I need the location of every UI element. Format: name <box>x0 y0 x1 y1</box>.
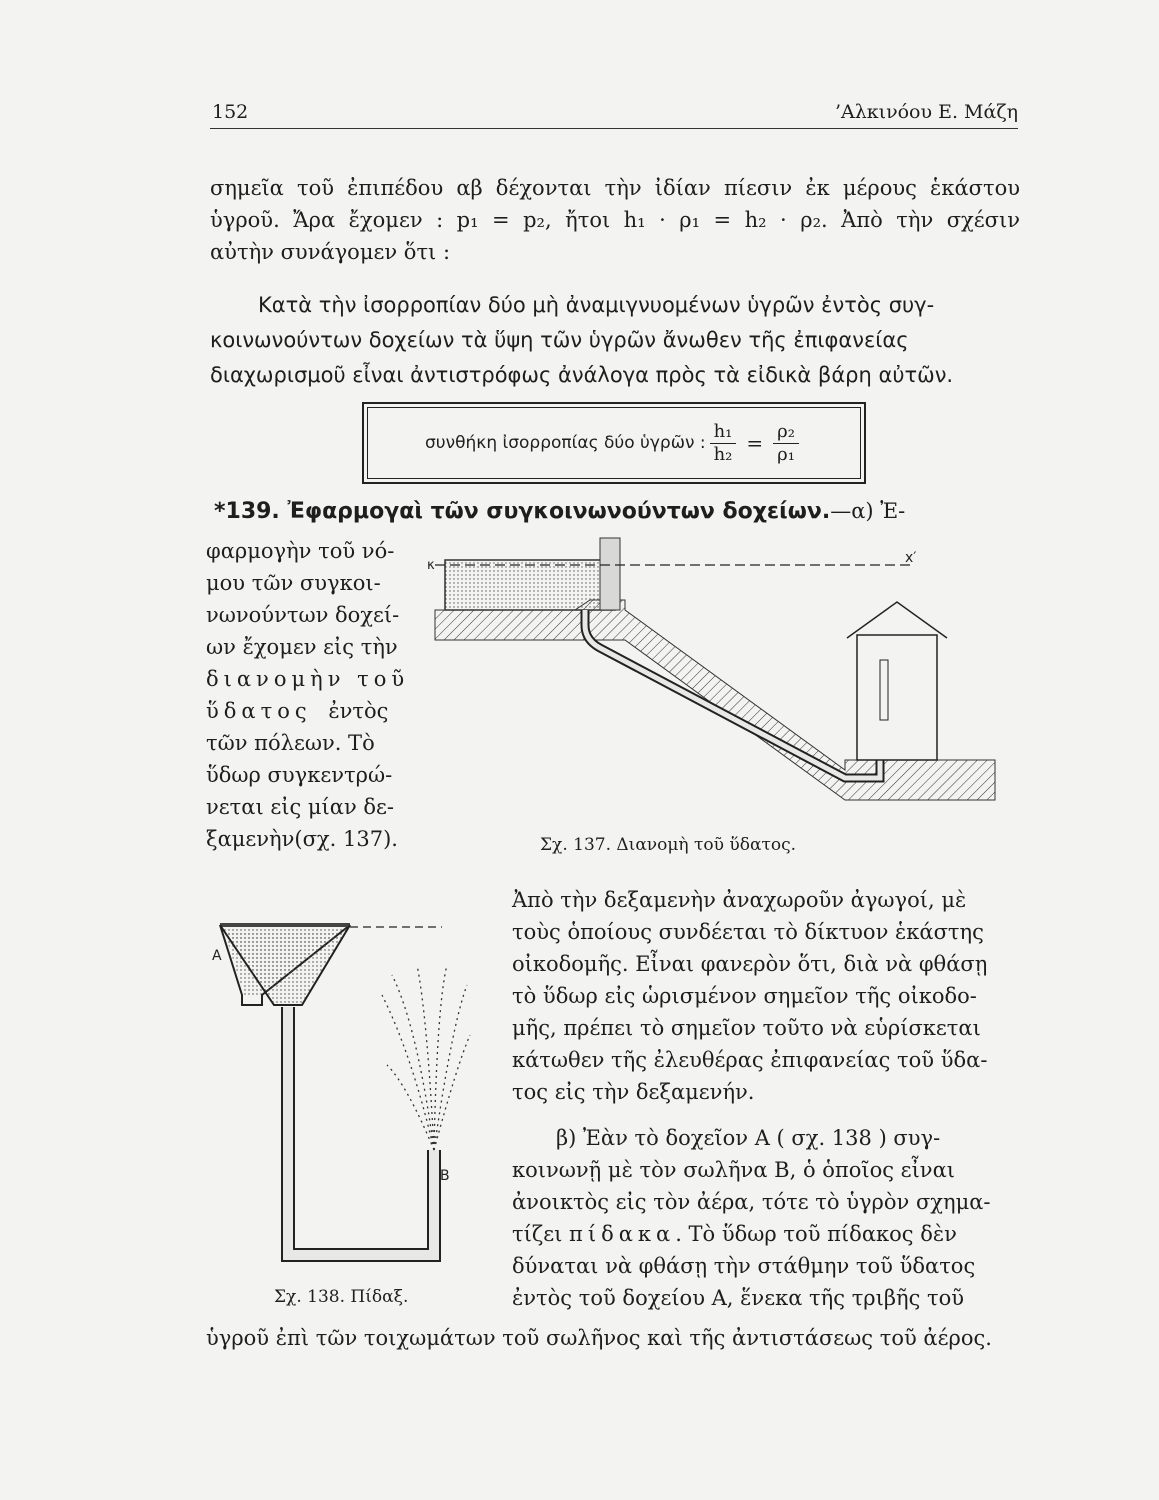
formula-box <box>362 402 866 484</box>
pidaka-before: τίζει <box>512 1222 570 1246</box>
reservoir-wall <box>600 538 620 610</box>
intro-line-2: ὑγροῦ. Ἄρα ἔχομεν : p₁ = p₂, ἤτοι h₁ · ρ₁ = h₂ · ρ₂. Ἀπὸ τὴν σχέσιν <box>210 208 1020 232</box>
reservoir <box>445 560 615 610</box>
label-a: A <box>212 948 222 964</box>
section-title-tail: —α) Ἐ- <box>830 499 906 523</box>
figure-138-fountain <box>212 905 472 1270</box>
right-col-line-10: ἀνοικτὸς εἰς τὸν ἀέρα, τότε τὸ ὑγρὸν σχημα- <box>512 1190 991 1214</box>
left-col-line-2: μου τῶν συγκοι- <box>206 571 381 595</box>
house <box>857 635 937 760</box>
right-col-line-5: μῆς, πρέπει τὸ σημεῖον τοῦτο νὰ εὑρίσκεται <box>512 1016 981 1040</box>
formula-label: συνθήκη ἰσορροπίας δύο ὑγρῶν : <box>425 433 706 453</box>
law-line-1: Κατὰ τὴν ἰσορροπίαν δύο μὴ ἀναμιγνυομένων ὑγρῶν ἐντὸς συγ- <box>258 293 935 317</box>
intro-line-1: σημεῖα τοῦ ἐπιπέδου αβ δέχονται τὴν ἰδίαν πίεσιν ἐκ μέρους ἑκάστου <box>210 176 1020 200</box>
final-line: ὑγροῦ ἐπὶ τῶν τοιχωμάτων τοῦ σωλῆνος καὶ τῆς ἀντιστάσεως τοῦ ἀέρος. <box>206 1326 992 1350</box>
left-col-line-10: ξαμενὴν(σχ. 137). <box>206 827 398 851</box>
law-line-2: κοινωνούντων δοχείων τὰ ὕψη τῶν ὑγρῶν ἄνωθεν τῆς ἐπιφανείας <box>210 328 909 352</box>
equals-sign: = <box>746 431 764 455</box>
right-col-line-11 <box>512 1220 957 1248</box>
fountain-spray <box>382 965 470 1150</box>
rho2-symbol: ρ₂ <box>773 421 799 444</box>
right-col-line-13: ἐντὸς τοῦ δοχείου Α, ἕνεκα τῆς τριβῆς τοῦ <box>512 1286 965 1310</box>
right-col-line-3: οἰκοδομῆς. Εἶναι φανερὸν ὅτι, διὰ νὰ φθάσῃ <box>512 952 988 976</box>
label-x-prime: x′ <box>905 550 917 566</box>
left-col-line-6 <box>206 697 388 725</box>
intro-line-3: αὐτὴν συνάγομεν ὅτι : <box>210 240 451 264</box>
height-fraction <box>710 421 737 466</box>
left-col-line-9: νεται εἰς μίαν δε- <box>206 795 395 819</box>
right-col-line-7: τος εἰς τὴν δεξαμενήν. <box>512 1080 755 1104</box>
left-col-line-7: τῶν πόλεων. Τὸ <box>206 731 375 755</box>
fountain-pipe-outline <box>288 1007 434 1255</box>
left-col-line-1: φαρμογὴν τοῦ νό- <box>206 539 395 563</box>
left-col-spaced-2-tail: ἐντὸς <box>328 699 389 723</box>
right-col-line-2: τοὺς ὁποίους συνδέεται τὸ δίκτυον ἑκάστης <box>512 920 984 944</box>
header-rule <box>210 128 1018 129</box>
left-col-line-8: ὕδωρ συγκεντρώ- <box>206 763 393 787</box>
house-roof <box>847 602 947 638</box>
density-fraction <box>773 421 799 466</box>
right-col-line-9: κοινωνῇ μὲ τὸν σωλῆνα Β, ὁ ὁποῖος εἶναι <box>512 1158 955 1182</box>
figure-137-water-distribution <box>425 530 1025 860</box>
page-number: 152 <box>212 101 249 123</box>
h2-symbol: h₂ <box>713 443 733 465</box>
pidaka-after: . Τὸ ὕδωρ τοῦ πίδακος δὲν <box>675 1222 957 1246</box>
figure-137-caption: Σχ. 137. Διανομὴ τοῦ ὕδατος. <box>540 835 797 855</box>
left-col-spaced-2: ὕδατος <box>206 699 312 723</box>
right-col-line-12: δύναται νὰ φθάσῃ τὴν στάθμην τοῦ ὕδατος <box>512 1254 976 1278</box>
rho1-symbol: ρ₁ <box>777 443 795 465</box>
left-col-line-3: νωνούντων δοχεί- <box>206 603 400 627</box>
pidaka-spaced: πίδακα <box>569 1222 676 1246</box>
fountain-pipe-inner <box>288 1007 434 1255</box>
right-col-line-1: Ἀπὸ τὴν δεξαμενὴν ἀναχωροῦν ἀγωγοί, μὲ <box>512 888 967 912</box>
label-k: κ <box>427 558 435 573</box>
running-head-author: ’Αλκινόου Ε. Μάζη <box>834 101 1018 123</box>
figure-138-caption: Σχ. 138. Πίδαξ. <box>274 1287 409 1307</box>
h1-symbol: h₁ <box>710 421 737 444</box>
label-b: B <box>440 1168 450 1184</box>
law-line-3: διαχωρισμοῦ εἶναι ἀντιστρόφως ἀνάλογα πρὸς τὰ εἰδικὰ βάρη αὐτῶν. <box>210 363 954 387</box>
section-title: *139. Ἐφαρμογαὶ τῶν συγκοινωνούντων δοχείων. <box>214 499 831 524</box>
left-col-line-4: ων ἔχομεν εἰς τὴν <box>206 635 398 659</box>
right-col-line-6: κάτωθεν τῆς ἐλευθέρας ἐπιφανείας τοῦ ὕδα- <box>512 1048 988 1072</box>
right-col-line-4: τὸ ὕδωρ εἰς ὡρισμένον σημεῖον τῆς οἰκοδο- <box>512 984 977 1008</box>
section-heading <box>214 497 905 526</box>
right-col-line-8: β) Ἐὰν τὸ δοχεῖον Α ( σχ. 138 ) συγ- <box>556 1126 941 1150</box>
left-col-spaced-1: διανομὴν τοῦ <box>206 667 410 691</box>
